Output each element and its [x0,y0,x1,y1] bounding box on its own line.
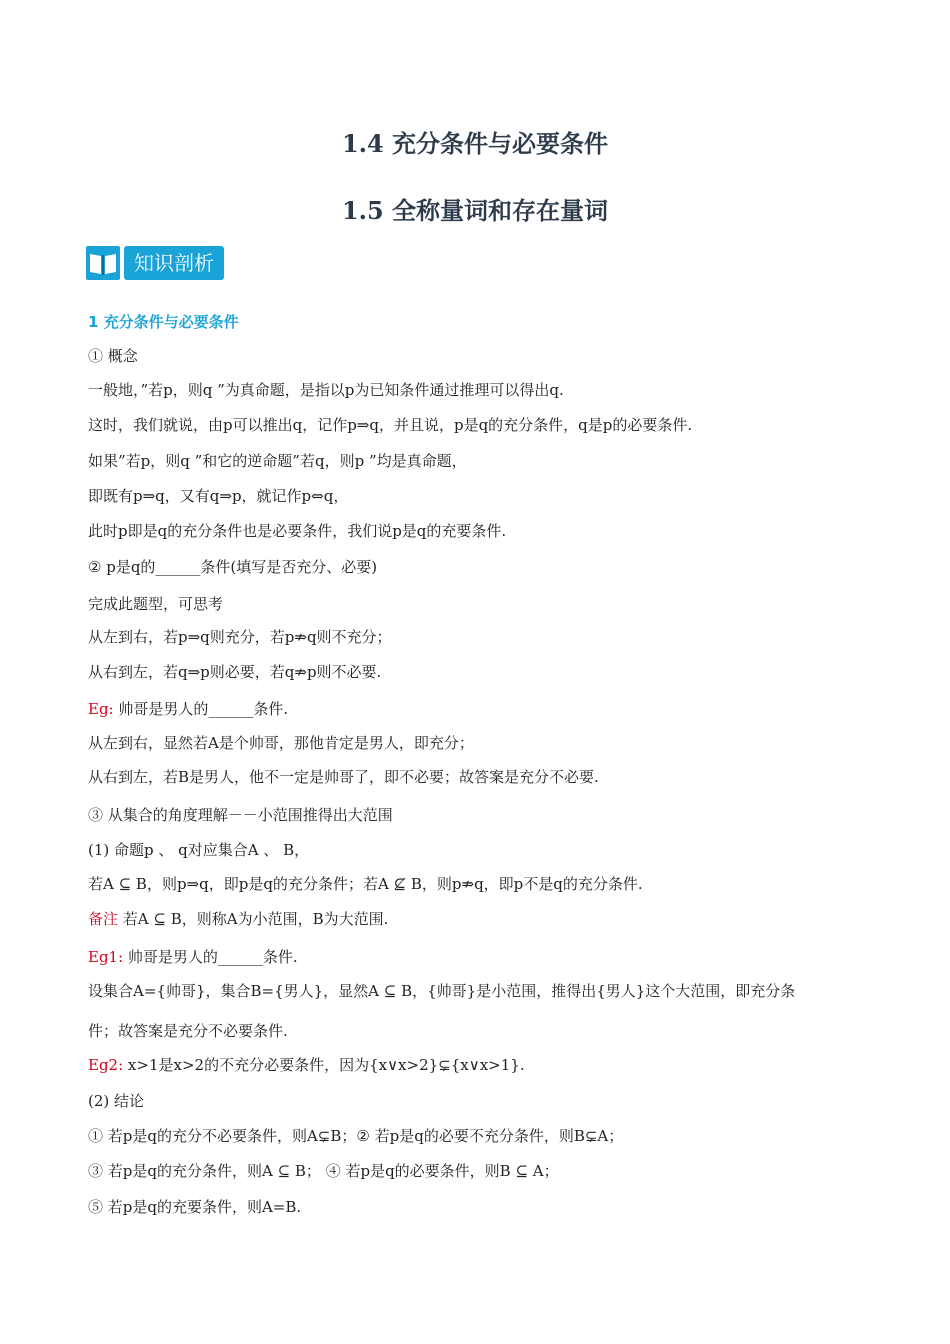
note-text: 若A ⊆ B，则称A为小范围，B为大范围. [118,910,389,928]
text-line: ③ 若p是q的充分条件，则A ⊆ B； ④ 若p是q的必要条件，则B ⊆ A； [88,1162,559,1180]
example-text: 帅哥是男人的______条件. [113,700,289,718]
text-line: 从左到右，显然若A是个帅哥，那他肯定是男人，即充分； [88,734,474,752]
text-line: 若A ⊆ B，则p⇒q，即p是q的充分条件；若A ⊈ B，则p⇏q，即p不是q的充分条件. [88,875,643,893]
example-text: 帅哥是男人的______条件. [123,948,298,966]
text-line: ② p是q的______条件(填写是否充分、必要) [88,558,378,576]
page-title-1: 1.4 充分条件与必要条件 [341,129,609,158]
page-title-2: 1.5 全称量词和存在量词 [341,196,609,225]
text-line: 这时，我们就说，由p可以推出q，记作p⇒q，并且说，p是q的充分条件，q是p的必要条件. [88,416,693,434]
note-line [88,909,388,929]
text-line: (1) 命题p 、 q对应集合A 、 B， [88,841,310,859]
section-badge [86,245,224,281]
text-line: 一般地，”若p，则q ”为真命题，是指以p为已知条件通过推理可以得出q. [88,381,564,399]
text-line: ⑤ 若p是q的充要条件，则A=B. [88,1198,302,1216]
text-line: (2) 结论 [88,1092,145,1110]
badge-label: 知识剖析 [124,246,224,280]
example-line [88,1055,525,1075]
text-line: ① 概念 [88,347,138,365]
example-text: x>1是x>2的不充分必要条件，因为{x∨x>2}⊊{x∨x>1}. [123,1056,525,1074]
text-line: ③ 从集合的角度理解－－小范围推得出大范围 [88,806,393,824]
text-line: 从右到左，若B是男人，他不一定是帅哥了，即不必要；故答案是充分不必要. [88,768,599,786]
text-line: ① 若p是q的充分不必要条件，则A⊊B；② 若p是q的必要不充分条件，则B⊊A； [88,1127,624,1145]
text-line: 件；故答案是充分不必要条件. [88,1022,288,1040]
example-label: Eg1: [88,948,124,966]
text-line: 如果”若p，则q ”和它的逆命题”若q，则p ”均是真命题， [88,452,467,470]
note-label: 备注 [88,910,119,928]
text-line: 此时p即是q的充分条件也是必要条件，我们说p是q的充要条件. [88,522,507,540]
example-line [88,699,288,719]
text-line: 完成此题型，可思考 [88,595,224,613]
example-line [88,947,298,967]
text-line: 从左到右，若p⇒q则充分，若p⇏q则不充分； [88,628,392,646]
book-icon [86,246,120,280]
text-line: 即既有p⇒q，又有q⇒p，就记作p⇔q， [88,487,349,505]
text-line: 从右到左，若q⇒p则必要，若q⇏p则不必要. [88,663,382,681]
example-label: Eg2: [88,1056,124,1074]
section-heading: 1 充分条件与必要条件 [88,313,239,331]
example-label: Eg: [88,700,114,718]
text-line: 设集合A={帅哥}，集合B={男人}，显然A ⊆ B，{帅哥}是小范围，推得出{男人}这个大范围，即充分条 [88,982,796,1000]
